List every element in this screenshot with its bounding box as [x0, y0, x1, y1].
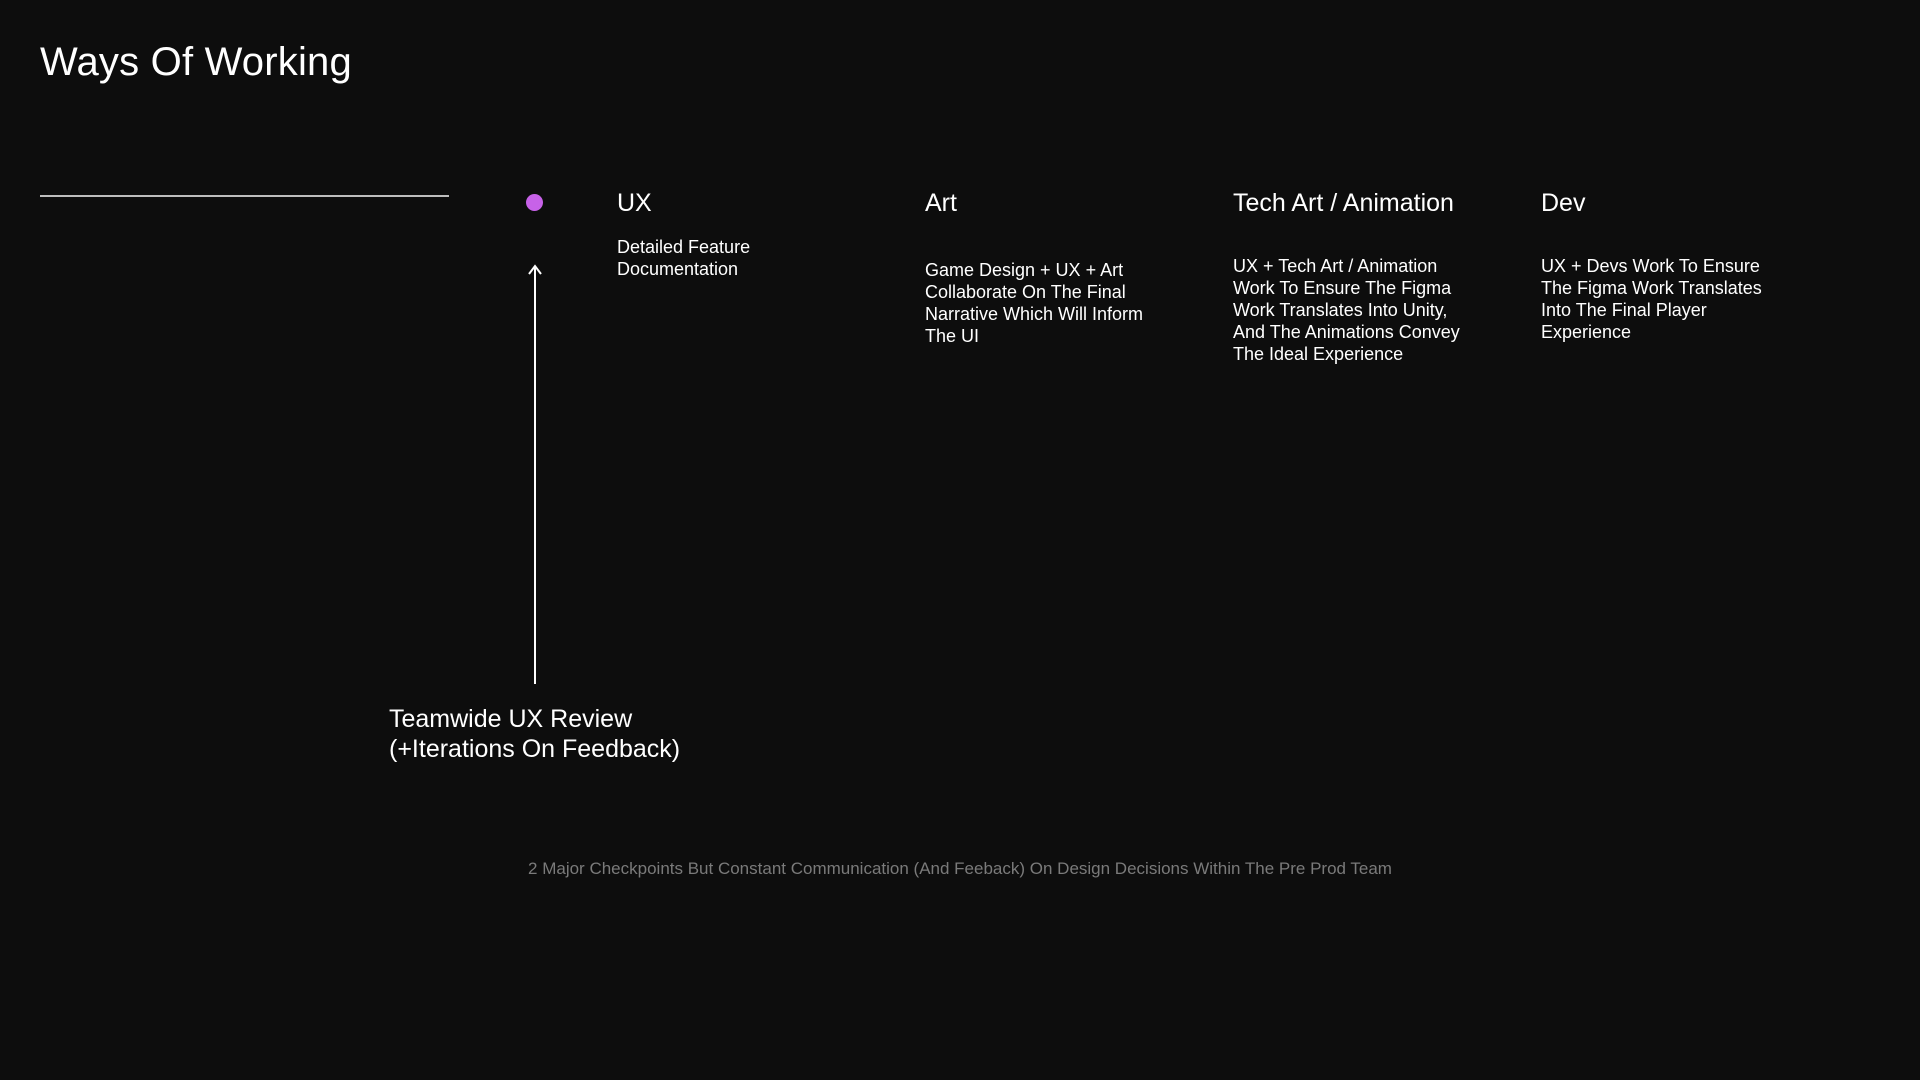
divider-line	[40, 195, 449, 197]
footer-note: 2 Major Checkpoints But Constant Communication (And Feeback) On Design Decisions Within The Pre Prod Team	[528, 859, 1392, 878]
column-body: UX + Devs Work To Ensure The Figma Work Translates Into The Final Player Experience	[1541, 256, 1762, 342]
column-art	[925, 188, 1225, 346]
column-title: UX	[617, 189, 652, 217]
column-ux	[617, 188, 917, 279]
up-arrow-icon	[525, 264, 545, 686]
column-dev	[1541, 188, 1841, 342]
column-body: Detailed Feature Documentation	[617, 237, 751, 279]
checkpoint-dot	[526, 194, 543, 211]
column-body: Game Design + UX + Art Collaborate On The Final Narrative Which Will Inform The UI	[925, 260, 1144, 346]
page-title: Ways Of Working	[40, 40, 352, 84]
column-title: Dev	[1541, 189, 1586, 217]
review-checkpoint-label: Teamwide UX Review (+Iterations On Feedback)	[389, 705, 681, 763]
column-tech-art-animation	[1233, 188, 1533, 364]
column-title: Art	[925, 189, 957, 217]
column-body: UX + Tech Art / Animation Work To Ensure The Figma Work Translates Into Unity, And The Animations Convey The Ideal Experience	[1233, 256, 1460, 364]
column-title: Tech Art / Animation	[1233, 189, 1454, 217]
